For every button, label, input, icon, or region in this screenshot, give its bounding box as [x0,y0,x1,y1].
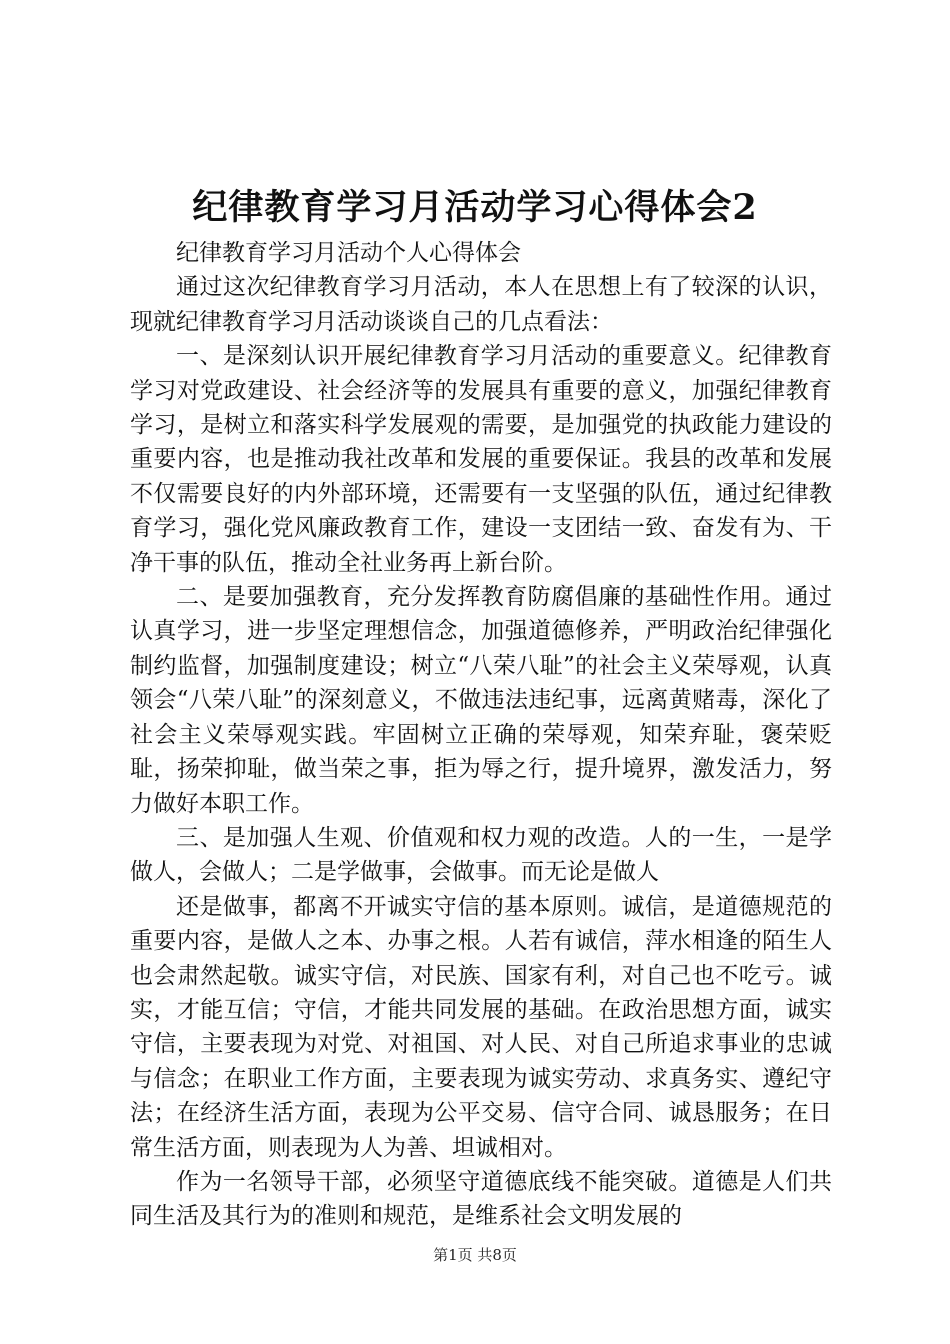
paragraph-integrity: 还是做事，都离不开诚实守信的基本原则。诚信，是道德规范的重要内容，是做人之本、办事之根。人若有诚信，萍水相逢的陌生人也会肃然起敬。诚实守信，对民族、国家有利，对自己也不吃亏。诚实，才能互信；守信，才能共同发展的基础。在政治思想方面，诚实守信，主要表现为对党、对祖国、对人民、对自己所追求事业的忠诚与信念；在职业工作方面，主要表现为诚实劳动、求真务实、遵纪守法；在经济生活方面，表现为公平交易、信守合同、诚恳服务；在日常生活方面，则表现为人为善、坦诚相对。 [130,893,832,1161]
page-number-footer: 第1页 共8页 [433,1246,517,1264]
paragraph-point-three: 三、是加强人生观、价值观和权力观的改造。人的一生，一是学做人，会做人；二是学做事，会做事。而无论是做人 [130,824,832,886]
page-title: 纪律教育学习月活动学习心得体会2 [192,187,758,228]
paragraph-point-one: 一、是深刻认识开展纪律教育学习月活动的重要意义。纪律教育学习对党政建设、社会经济等的发展具有重要的意义，加强纪律教育学习，是树立和落实科学发展观的需要，是加强党的执政能力建设的重要内容，也是推动我社改革和发展的重要保证。我县的改革和发展不仅需要良好的内外部环境，还需要有一支坚强的队伍，通过纪律教育学习，强化党风廉政教育工作，建设一支团结一致、奋发有为、干净干事的队伍，推动全社业务再上新台阶。 [130,343,832,576]
document-body [130,236,832,1234]
paragraph-point-two: 二、是要加强教育，充分发挥教育防腐倡廉的基础性作用。通过认真学习，进一步坚定理想信念，加强道德修养，严明政治纪律强化制约监督，加强制度建设；树立“八荣八耻”的社会主义荣辱观，认真领会“八荣八耻”的深刻意义，不做违法违纪事，远离黄赌毒，深化了社会主义荣辱观实践。牢固树立正确的荣辱观，知荣弃耻，褒荣贬耻，扬荣抑耻，做当荣之事，拒为辱之行，提升境界，激发活力，努力做好本职工作。 [130,584,832,817]
paragraph-subtitle: 纪律教育学习月活动个人心得体会 [176,240,521,266]
paragraph-intro: 通过这次纪律教育学习月活动，本人在思想上有了较深的认识，现就纪律教育学习月活动谈谈自己的几点看法： [130,274,832,335]
paragraph-leadership: 作为一名领导干部，必须坚守道德底线不能突破。道德是人们共同生活及其行为的准则和规范，是维系社会文明发展的 [130,1168,832,1230]
